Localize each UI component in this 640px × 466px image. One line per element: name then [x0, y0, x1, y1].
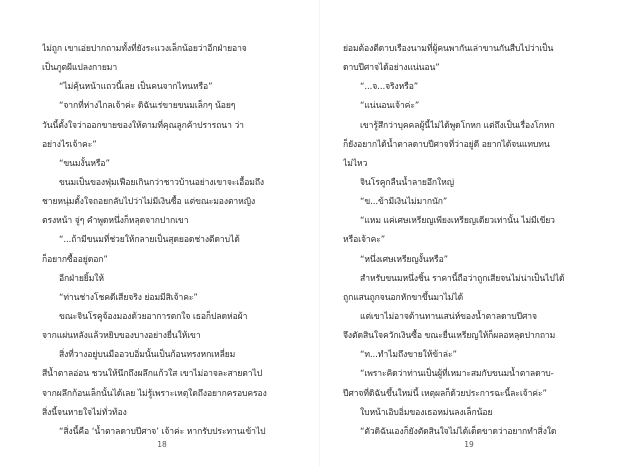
text-line: “...จ...จริงหรือ” — [360, 82, 419, 93]
text-line: จากแผ่นหลังแล้วหยิบของบางอย่างยื่นให้เขา — [42, 331, 201, 342]
text-line: อย่างไรเจ้าคะ” — [42, 139, 97, 150]
text-line: หรือเจ้าคะ” — [343, 235, 386, 246]
text-line: “จากที่ห่างไกลเจ้าค่ะ ดิฉันเร่ขายขนมเล็กๆ น้อยๆ — [59, 101, 236, 112]
text-line: “ไม่คุ้นหน้าแถวนี้เลย เป็นคนจากไหนหรือ” — [59, 82, 213, 93]
text-line: “สิ่งนี้คือ ‘น้ำตาลดาบปีศาจ’ เจ้าค่ะ หากรับประทานเข้าไป — [59, 426, 266, 437]
text-line: ขณะจินโรคูจ้องมองด้วยอาการตกใจ เธอก็ปลดห่อผ้า — [59, 311, 248, 322]
text-line: “ท...ทำไมถึงขายให้ข้าล่ะ” — [360, 350, 457, 361]
text-line: สิ่งที่วางอยู่บนมืออวบอิ่มนั้นเป็นก้อนทรงหกเหลี่ยม — [59, 350, 236, 361]
text-line: สิ่งนี้จนหายใจไม่ทั่วท้อง — [42, 407, 127, 418]
book-gutter — [319, 0, 320, 466]
text-line: เป็นภูตผีแปลงกายมา — [42, 63, 118, 74]
text-line: “แหม แค่เศษเหรียญเพียงเหรียญเดียวเท่านั้น ไม่มีเขียว — [360, 216, 555, 227]
text-line: “ข...ข้ามีเงินไม่มากนัก” — [360, 197, 448, 208]
text-line: “เพราะคิดว่าท่านเป็นผู้ที่เหมาะสมกับขนมน้ำตาลดาบ- — [360, 369, 554, 380]
text-line: ปีศาจที่ดิฉันขึ้นใหม่นี้ เหตุผลก็ด้วยประการฉะนี้ละเจ้าค่ะ” — [343, 388, 547, 399]
text-line: ไม่ถูก เขาเอ่ยปากถามทั้งที่ยังระแวงเล็กน้อยว่าอีกฝ่ายอาจ — [42, 44, 247, 54]
right-page-number: 19 — [464, 440, 474, 449]
text-line: ไม่ไหว — [343, 158, 368, 169]
text-line: “แน่นอนเจ้าค่ะ” — [360, 101, 420, 112]
text-line: “ท่านช่างโชคดีเสียจริง ย่อมมีสิเจ้าคะ” — [59, 292, 198, 303]
text-line: “หนึ่งเศษเหรียญงั้นหรือ” — [360, 254, 448, 265]
text-line: วันนี้ตั้งใจว่าออกขายของให้ตามที่คุณลูกค้าปรารถนา ว่า — [42, 120, 244, 131]
text-line: “ขนมงั้นหรือ” — [59, 158, 110, 169]
left-page-body — [42, 40, 304, 442]
text-line: จึงตัดสินใจควักเงินซื้อ ขณะยื่นเหรียญให้ก็ผลอหลุดปากถาม — [343, 331, 556, 342]
text-line: “ตัวดิฉันเองก็ยังตัดสินใจไม่ได้เด็ดขาดว่าอยากทำสิ่งใด — [360, 426, 557, 437]
text-line: ถูกแสนถูกจนอกหักขาขึ้นมาไม่ได้ — [343, 292, 464, 303]
text-line: ย่อมต้องตีดาบเรืองนามที่ผู้คนพากันเล่าขานกันสืบไปว่าเป็น — [343, 44, 554, 54]
text-line: จินโรคูกลืนน้ำลายอึกใหญ่ — [360, 177, 454, 188]
left-page-number: 18 — [157, 440, 167, 449]
text-line: ก็อยากซื้ออยู่ดอก” — [42, 254, 108, 265]
text-line: เขารู้สึกว่าบุคคลผู้นี้ไม่ได้พูดโกหก แต่ถึงเป็นเรื่องโกหก — [360, 120, 555, 131]
text-line: “...ถ้ามีขนมที่ช่วยให้กลายเป็นสุดยอดช่างตีดาบได้ — [59, 235, 240, 246]
text-line: ดาบปีศาจได้อย่างแน่นอน” — [343, 63, 440, 74]
text-line: ขนมเป็นของฟุ่มเฟือยเกินกว่าชาวบ้านอย่างเขาจะเอื้อมถึง — [59, 177, 265, 188]
text-line: ก็ยังอยากได้น้ำตาลดาบปีศาจที่ว่าอยู่ดี อยากได้จนแทบทน — [343, 139, 550, 150]
text-line: อีกฝ่ายยิ้มให้ — [59, 273, 104, 284]
text-line: จากผลึกก้อนเล็กนั้นได้เลย ไม่รู้เพราะเหตุใดถึงอยากครอบครอง — [42, 388, 267, 399]
text-line: ตรงหน้า จู่ๆ คำพูดหนึ่งก็หลุดจากปากเขา — [42, 216, 189, 227]
text-line: สำหรับขนมหนึ่งชิ้น ราคานี้ถือว่าถูกเสียจนไม่น่าเป็นไปได้ — [360, 273, 565, 284]
text-line: ชายหนุ่มตั้งใจถอยกลับไปว่าไม่มีเงินซื้อ แต่ขณะมองตาหญิง — [42, 197, 256, 208]
text-line: ใบหน้าเอิบอิ่มของเธอหม่นลงเล็กน้อย — [360, 407, 493, 418]
text-line: แต่เขาไม่อาจต้านทานเสน่ห์ของน้ำตาลดาบปีศาจ — [360, 311, 537, 322]
right-page-body — [343, 40, 605, 442]
text-line: สีน้ำตาลอ่อน ชวนให้นึกถึงผลึกแก้วใส เขาไม่อาจละสายตาไป — [42, 369, 263, 380]
